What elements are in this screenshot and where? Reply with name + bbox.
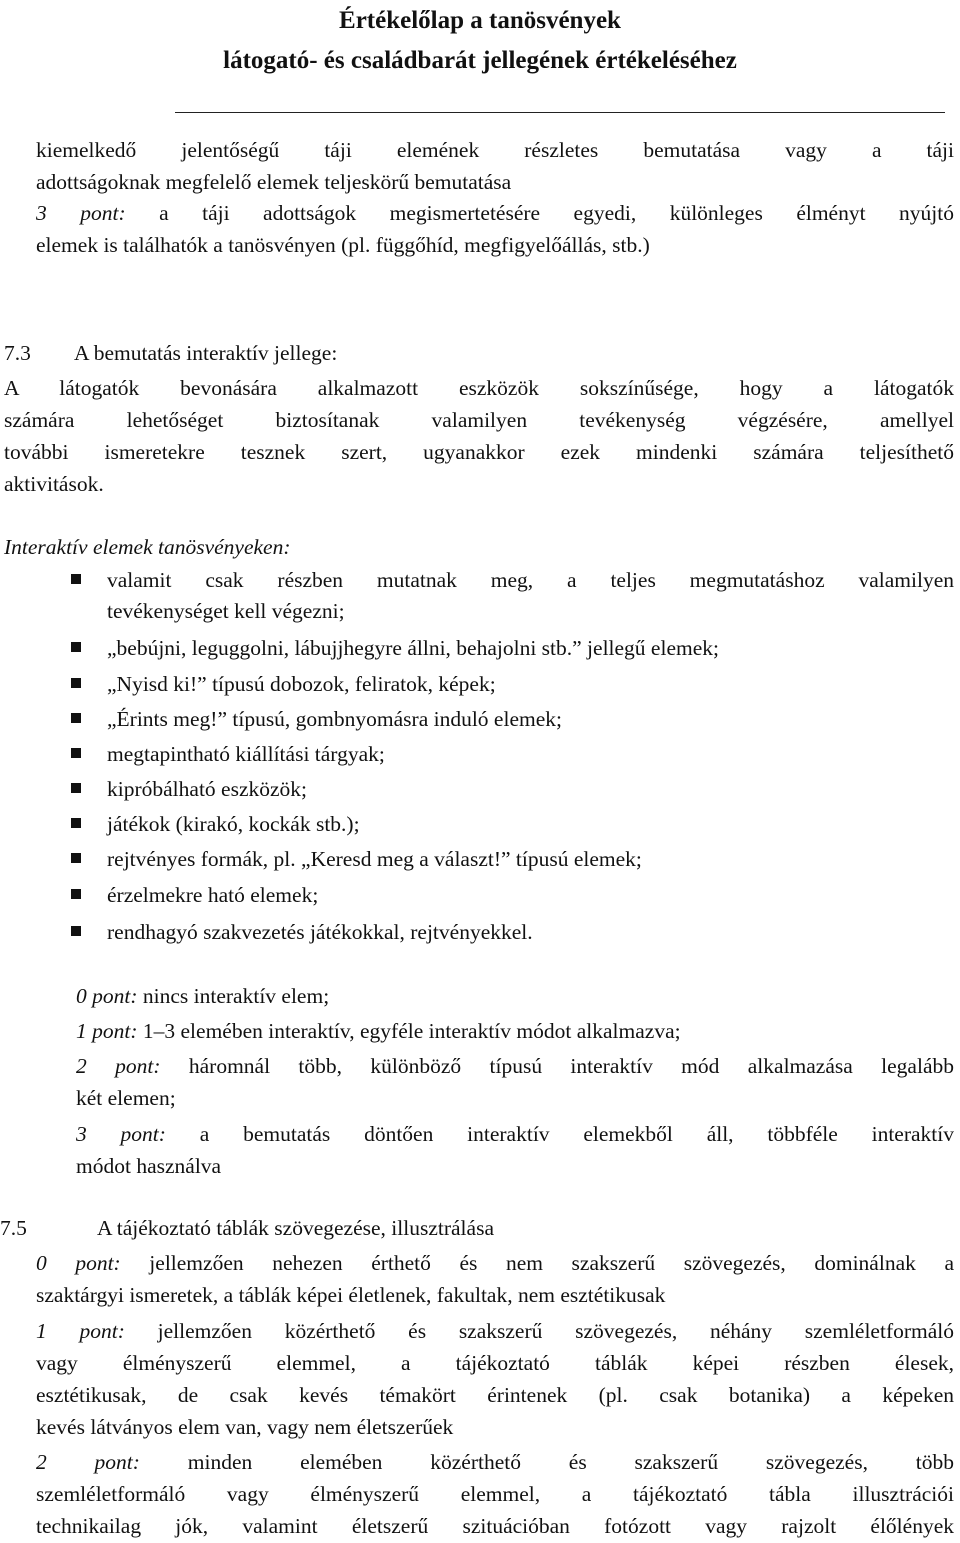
score-label: 1 pont: bbox=[76, 1019, 138, 1043]
section-7-3-para-line-1: A látogatók bevonására alkalmazott eszközök sokszínűsége, hogy a látogatók bbox=[4, 376, 954, 400]
score-label: 0 pont: bbox=[36, 1251, 121, 1275]
s75-score-1-line-4: kevés látványos elem van, vagy nem életszerűek bbox=[36, 1415, 454, 1439]
section-7-3-number: 7.3 bbox=[4, 341, 31, 365]
section-7-3-para-line-3: további ismeretekre tesznek szert, ugyanakkor ezek mindenki számára teljesíthető bbox=[4, 440, 954, 464]
s75-score-0-line-1 bbox=[36, 1253, 954, 1275]
score-2 bbox=[76, 1056, 954, 1078]
s75-score-2-line-3: technikailag jók, valamint életszerű szituációban fotózott vagy rajzolt élőlények bbox=[36, 1514, 954, 1538]
bullet-icon bbox=[71, 818, 81, 828]
score-label: 2 pont: bbox=[36, 1450, 140, 1474]
list-item: „bebújni, leguggolni, lábujjhegyre állni, behajolni stb.” jellegű elemek; bbox=[107, 636, 719, 660]
score-1 bbox=[76, 1021, 681, 1043]
list-item-continuation: tevékenységet kell végezni; bbox=[107, 599, 345, 623]
bullet-icon bbox=[71, 783, 81, 793]
list-item: érzelmekre ható elemek; bbox=[107, 883, 319, 907]
intro-line-1: kiemelkedő jelentőségű táji elemének részletes bemutatása vagy a táji bbox=[36, 138, 954, 162]
score-text: a bemutatás döntően interaktív elemekből áll, többféle interaktív bbox=[165, 1122, 955, 1146]
list-item: rendhagyó szakvezetés játékokkal, rejtvényekkel. bbox=[107, 920, 533, 944]
list-item: „Érints meg!” típusú, gombnyomásra induló elemek; bbox=[107, 707, 562, 731]
bullet-icon bbox=[71, 678, 81, 688]
title-divider bbox=[175, 112, 945, 113]
s75-score-1-line-3: esztétikusak, de csak kevés témakört érintenek (pl. csak botanika) a képeken bbox=[36, 1383, 954, 1407]
section-7-5-number: 7.5 bbox=[0, 1216, 27, 1240]
page-title: Értékelőlap a tanösvények bbox=[339, 7, 621, 34]
bullet-icon bbox=[71, 642, 81, 652]
score-label: 3 pont: bbox=[76, 1122, 166, 1146]
score-3 bbox=[76, 1124, 954, 1146]
list-item: rejtvényes formák, pl. „Keresd meg a választ!” típusú elemek; bbox=[107, 847, 642, 871]
s75-score-2-line-2: szemléletformáló vagy élményszerű elemmel, a tájékoztató tábla illusztrációi bbox=[36, 1482, 954, 1506]
score-label: 0 pont: bbox=[76, 984, 138, 1008]
s75-score-0-line-2: szaktárgyi ismeretek, a táblák képei életlenek, fakultak, nem esztétikusak bbox=[36, 1283, 666, 1307]
score-2-continuation: két elemen; bbox=[76, 1086, 176, 1110]
section-7-3-para-line-4: aktivitások. bbox=[4, 472, 104, 496]
list-item: játékok (kirakó, kockák stb.); bbox=[107, 812, 360, 836]
section-7-3-para-line-2: számára lehetőséget biztosítanak valamilyen tevékenység végzésére, amellyel bbox=[4, 408, 954, 432]
intro-line-4: elemek is találhatók a tanösvényen (pl. függőhíd, megfigyelőállás, stb.) bbox=[36, 233, 650, 257]
s75-score-2-line-1 bbox=[36, 1452, 954, 1474]
section-7-5-heading: A tájékoztató táblák szövegezése, illusztrálása bbox=[97, 1216, 494, 1240]
interactive-elements-subheading: Interaktív elemek tanösvényeken: bbox=[4, 535, 291, 559]
bullet-icon bbox=[71, 574, 81, 584]
score-label: 1 pont: bbox=[36, 1319, 125, 1343]
score-text: háromnál több, különböző típusú interaktív mód alkalmazása legalább bbox=[160, 1054, 954, 1078]
page-subtitle: látogató- és családbarát jellegének értékeléséhez bbox=[223, 47, 737, 74]
score-text: jellemzően nehezen érthető és nem szakszerű szövegezés, dominálnak a bbox=[120, 1251, 954, 1275]
score-text: a táji adottságok megismertetésére egyedi, különleges élményt nyújtó bbox=[125, 201, 954, 225]
list-item: „Nyisd ki!” típusú dobozok, feliratok, képek; bbox=[107, 672, 496, 696]
score-label: 3 pont: bbox=[36, 201, 126, 225]
list-item: valamit csak részben mutatnak meg, a teljes megmutatáshoz valamilyen bbox=[107, 568, 954, 592]
s75-score-1-line-2: vagy élményszerű elemmel, a tájékoztató táblák képei részben élesek, bbox=[36, 1351, 954, 1375]
intro-line-3 bbox=[36, 203, 954, 225]
list-item: kipróbálható eszközök; bbox=[107, 777, 308, 801]
list-item: megtapintható kiállítási tárgyak; bbox=[107, 742, 385, 766]
section-7-3-heading: A bemutatás interaktív jellege: bbox=[74, 341, 338, 365]
bullet-icon bbox=[71, 748, 81, 758]
bullet-icon bbox=[71, 926, 81, 936]
intro-line-2: adottságoknak megfelelő elemek teljeskörű bemutatása bbox=[36, 170, 512, 194]
score-0 bbox=[76, 986, 329, 1008]
score-text: jellemzően közérthető és szakszerű szövegezés, néhány szemléletformáló bbox=[124, 1319, 955, 1343]
score-text: 1–3 elemében interaktív, egyféle interaktív módot alkalmazva; bbox=[137, 1019, 681, 1043]
bullet-icon bbox=[71, 853, 81, 863]
bullet-icon bbox=[71, 889, 81, 899]
score-text: minden elemében közérthető és szakszerű szövegezés, több bbox=[139, 1450, 954, 1474]
score-label: 2 pont: bbox=[76, 1054, 161, 1078]
score-3-continuation: módot használva bbox=[76, 1154, 222, 1178]
score-text: nincs interaktív elem; bbox=[137, 984, 330, 1008]
s75-score-1-line-1 bbox=[36, 1321, 954, 1343]
bullet-icon bbox=[71, 713, 81, 723]
